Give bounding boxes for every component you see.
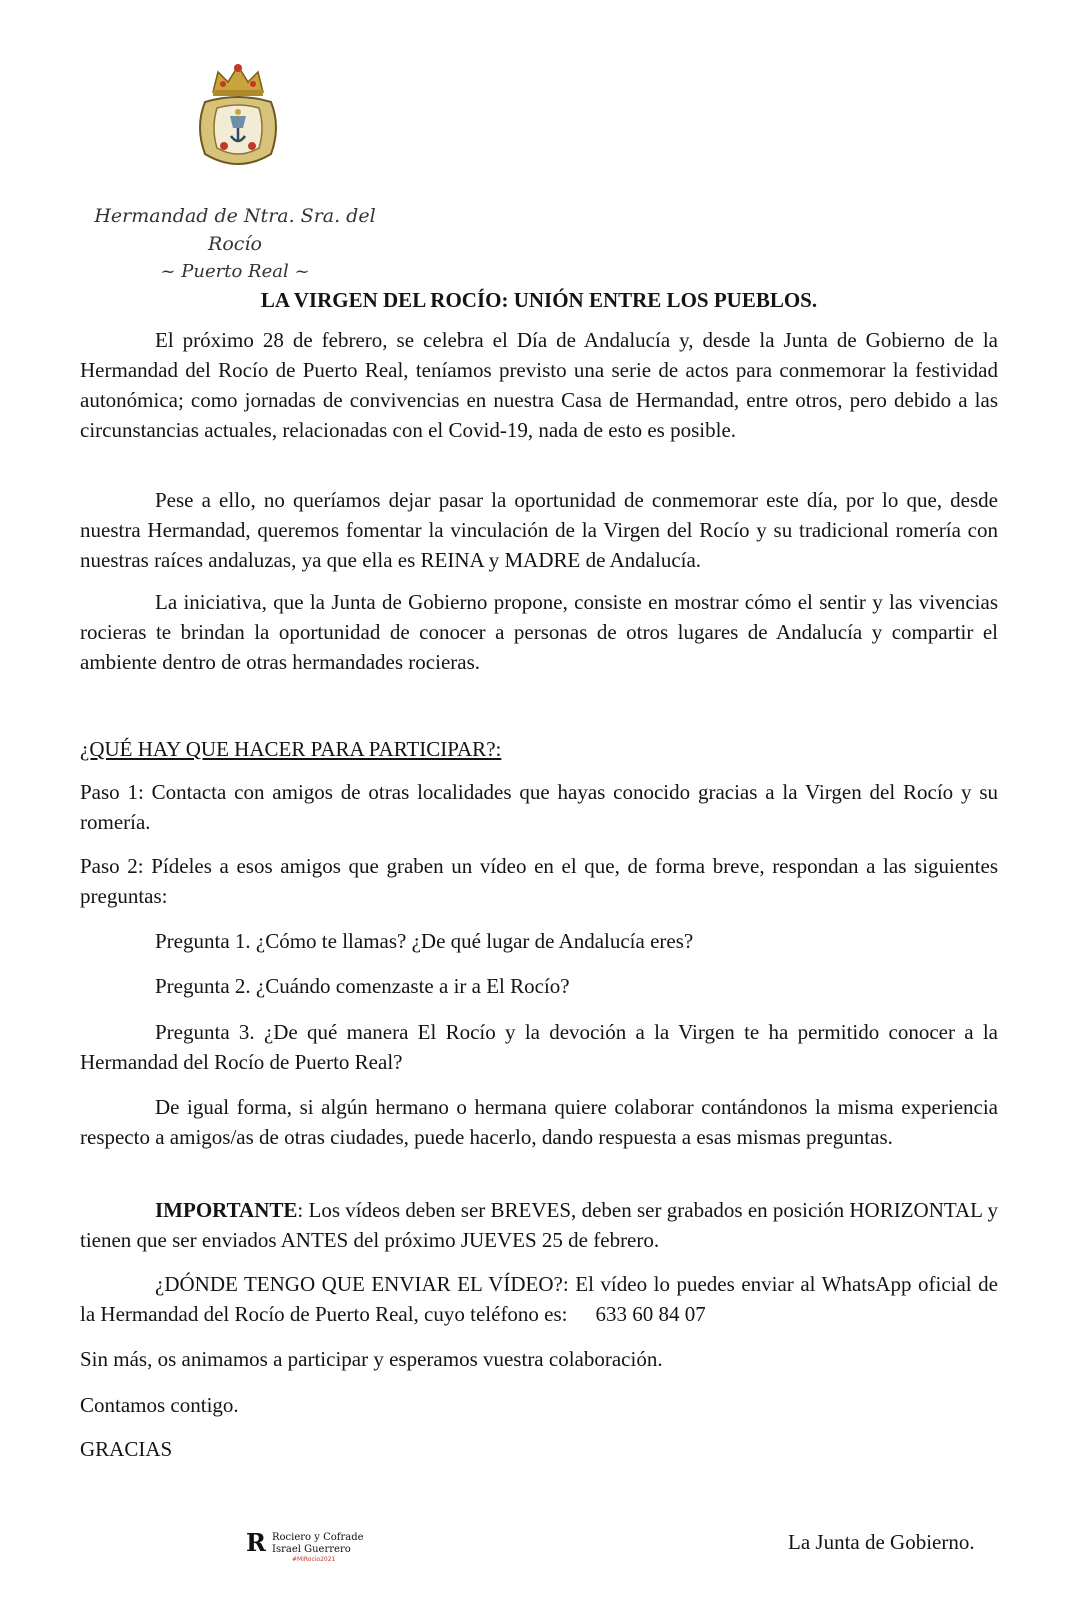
question-2: Pregunta 2. ¿Cuándo comenzaste a ir a El Rocío?	[155, 974, 570, 998]
brotherhood-name	[80, 202, 390, 286]
document-title: LA VIRGEN DEL ROCÍO: UNIÓN ENTRE LOS PUEBLOS.	[260, 288, 818, 312]
closing-line-3: GRACIAS	[80, 1437, 173, 1461]
paragraph-3: La iniciativa, que la Junta de Gobierno propone, consiste en mostrar cómo el sentir y las vivencias rocieras te brindan la oportunidad de conocer a personas de otros lugares de Andalucía y compartir el ambiente dentro de otras hermandades rocieras.	[80, 590, 998, 674]
important-label: IMPORTANTE	[155, 1198, 298, 1222]
stamp-line-2: Israel Guerrero	[272, 1544, 351, 1555]
question-3: Pregunta 3. ¿De qué manera El Rocío y la devoción a la Virgen te ha permitido conocer a la Hermandad del Rocío de Puerto Real?	[80, 1020, 998, 1074]
closing-line-1: Sin más, os animamos a participar y esperamos vuestra colaboración.	[80, 1347, 663, 1371]
stamp-line-1: Rociero y Cofrade	[272, 1532, 364, 1543]
where-paragraph	[80, 1269, 998, 1329]
question-1: Pregunta 1. ¿Cómo te llamas? ¿De qué lugar de Andalucía eres?	[155, 929, 694, 953]
paragraph-2: Pese a ello, no queríamos dejar pasar la oportunidad de conmemorar este día, por lo que, desde nuestra Hermandad, queremos fomentar la vinculación de la Virgen del Rocío y su tradicional romería con nuestras raíces andaluzas, ya que ella es REINA y MADRE de Andalucía.	[80, 488, 998, 572]
brand-line-2: ~ Puerto Real ~	[160, 261, 310, 282]
important-paragraph	[80, 1195, 998, 1255]
collaboration-paragraph: De igual forma, si algún hermano o hermana quiere colaborar contándonos la misma experiencia respecto a amigos/as de otras ciudades, puede hacerlo, dando respuesta a esas mismas preguntas.	[80, 1095, 998, 1149]
closing-line-2: Contamos contigo.	[80, 1393, 239, 1417]
stamp-tag: #MiRocio2021	[292, 1556, 336, 1563]
step-2: Paso 2: Pídeles a esos amigos que graben un vídeo en el que, de forma breve, respondan a las siguientes preguntas:	[80, 854, 998, 908]
paragraph-1: El próximo 28 de febrero, se celebra el Día de Andalucía y, desde la Junta de Gobierno de la Hermandad del Rocío de Puerto Real, teníamos previsto una serie de actos para conmemorar la festividad autonómica; como jornadas de convivencias en nuestra Casa de Hermandad, entre otros, pero debido a las circunstancias actuales, relacionadas con el Covid-19, nada de esto es posible.	[80, 328, 998, 442]
where-text: ¿DÓNDE TENGO QUE ENVIAR EL VÍDEO?: El vídeo lo puedes enviar al WhatsApp oficial de la Hermandad del Rocío de Puerto Real, cuyo teléfono es:	[80, 1272, 998, 1326]
section-heading: ¿QUÉ HAY QUE HACER PARA PARTICIPAR?:	[80, 737, 502, 761]
brand-line-1: Hermandad de Ntra. Sra. del Rocío	[94, 205, 376, 255]
author-stamp	[246, 1524, 366, 1570]
important-text: : Los vídeos deben ser BREVES, deben ser grabados en posición HORIZONTAL y tienen que ser enviados ANTES del próximo JUEVES 25 de febrero.	[80, 1198, 998, 1252]
brotherhood-crest-icon	[193, 62, 283, 174]
signature: La Junta de Gobierno.	[788, 1530, 975, 1554]
stamp-monogram: R	[246, 1528, 266, 1557]
whatsapp-phone: 633 60 84 07	[595, 1302, 706, 1326]
step-1: Paso 1: Contacta con amigos de otras localidades que hayas conocido gracias a la Virgen del Rocío y su romería.	[80, 780, 998, 834]
